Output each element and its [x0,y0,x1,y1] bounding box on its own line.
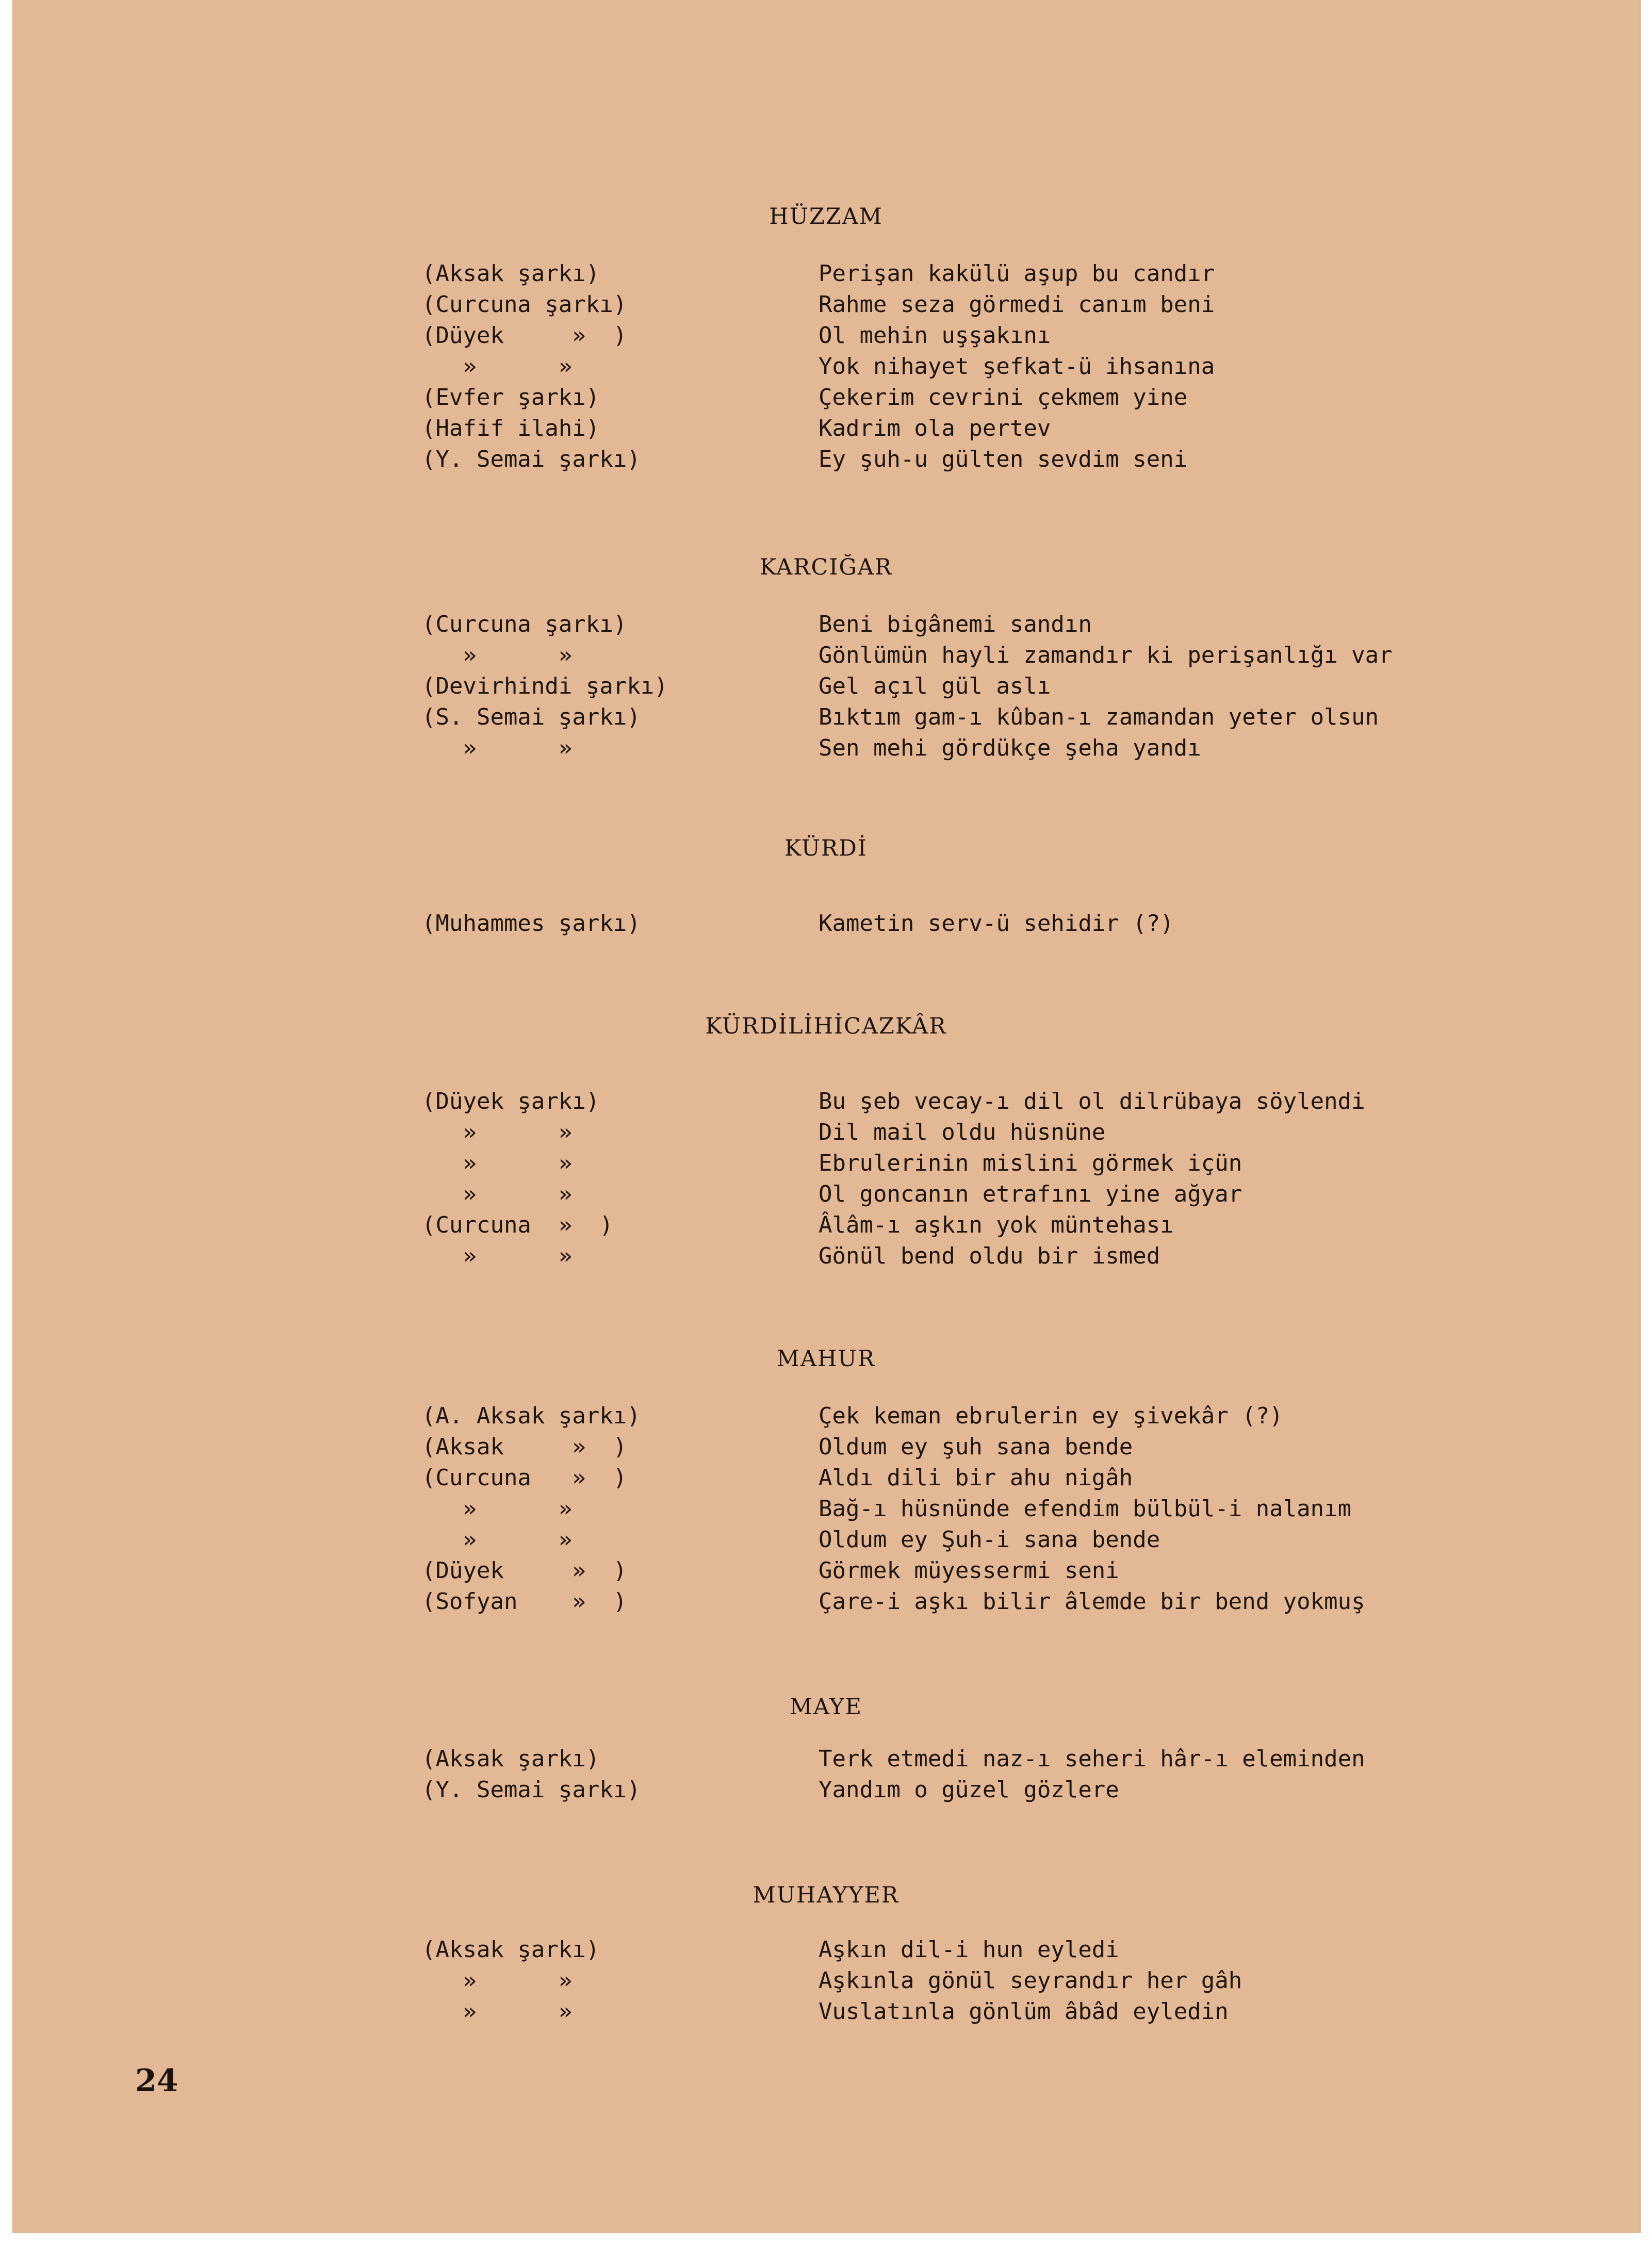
song-row [12,291,1640,322]
song-lyric: Gel açıl gül aslı [819,673,1051,699]
song-form-label: (Evfer şarkı) [422,384,600,411]
song-row [12,1212,1640,1243]
song-form-label: (Curcuna » ) [422,1465,627,1491]
song-row [12,1967,1640,1998]
song-lyric: Ey şuh-u gülten sevdim seni [819,446,1188,472]
song-lyric: Yandım o güzel gözlere [819,1777,1119,1803]
song-form-label: (A. Aksak şarkı) [422,1403,641,1429]
song-form-label: » » [422,1527,573,1553]
song-row [12,704,1640,735]
song-lyric: Çare-i aşkı bilir âlemde bir bend yokmuş [819,1588,1365,1615]
song-form-label: » » [422,735,573,761]
song-row [12,322,1640,353]
song-form-label: » » [422,1496,573,1522]
song-row [12,446,1640,477]
song-form-label: (Curcuna şarkı) [422,291,627,318]
song-lyric: Bu şeb vecay-ı dil ol dilrübaya söylendi [819,1088,1365,1114]
song-row [12,384,1640,415]
song-form-label: (Düyek » ) [422,1557,627,1584]
song-form-label: (Aksak şarkı) [422,1746,600,1772]
song-form-label: » » [422,353,573,380]
song-row [12,735,1640,766]
song-form-label: (Muhammes şarkı) [422,910,641,937]
song-form-label: (S. Semai şarkı) [422,704,641,730]
song-row [12,1588,1640,1619]
section-heading-maye: MAYE [789,1694,863,1720]
song-lyric: Kadrim ola pertev [819,415,1051,441]
song-row [12,611,1640,642]
song-form-label: » » [422,1181,573,1207]
song-form-label: (Hafif ilahi) [422,415,600,441]
song-lyric: Aşkınla gönül seyrandır her gâh [819,1967,1242,1994]
song-row [12,1746,1640,1777]
song-lyric: Bağ-ı hüsnünde efendim bülbül-i nalanım [819,1496,1352,1522]
song-lyric: Vuslatınla gönlüm âbâd eyledin [819,1998,1229,2025]
song-row [12,1243,1640,1274]
song-form-label: » » [422,1119,573,1145]
song-form-label: (Y. Semai şarkı) [422,446,641,472]
song-row [12,1998,1640,2029]
section-heading-kurdi: KÜRDİ [784,835,868,861]
song-row [12,1777,1640,1808]
song-lyric: Beni bigânemi sandın [819,611,1092,637]
song-form-label: (Aksak şarkı) [422,1937,600,1963]
song-row [12,1434,1640,1465]
song-lyric: Bıktım gam-ı kûban-ı zamandan yeter olsun [819,704,1379,730]
song-lyric: Dil mail oldu hüsnüne [819,1119,1106,1145]
song-form-label: » » [422,1150,573,1176]
song-lyric: Aldı dili bir ahu nigâh [819,1465,1133,1491]
song-row [12,910,1640,941]
song-form-label: » » [422,1998,573,2025]
song-row [12,1150,1640,1181]
section-heading-huzzam: HÜZZAM [769,204,883,229]
section-heading-mahur: MAHUR [776,1346,876,1372]
song-row [12,1496,1640,1527]
page-number: 24 [135,2063,178,2099]
song-lyric: Oldum ey şuh sana bende [819,1434,1133,1460]
section-heading-karcigar: KARCIĞAR [759,554,893,580]
song-row [12,1527,1640,1557]
song-lyric: Gönül bend oldu bir ismed [819,1243,1160,1269]
song-form-label: (Devirhindi şarkı) [422,673,668,699]
song-lyric: Yok nihayet şefkat-ü ihsanına [819,353,1215,380]
song-row [12,642,1640,673]
song-lyric: Kametin serv-ü sehidir (?) [819,910,1174,937]
song-form-label: (Düyek şarkı) [422,1088,600,1114]
song-lyric: Âlâm-ı aşkın yok müntehası [819,1212,1174,1238]
song-lyric: Gönlümün hayli zamandır ki perişanlığı var [819,642,1393,668]
song-form-label: (Aksak » ) [422,1434,627,1460]
song-lyric: Oldum ey Şuh-i sana bende [819,1527,1160,1553]
song-row [12,1088,1640,1119]
song-lyric: Görmek müyessermi seni [819,1557,1119,1584]
song-lyric: Ol goncanın etrafını yine ağyar [819,1181,1242,1207]
section-heading-kurdilihicazkar: KÜRDİLİHİCAZKÂR [705,1013,947,1039]
song-row [12,1119,1640,1150]
song-form-label: (Curcuna şarkı) [422,611,627,637]
song-row [12,1181,1640,1212]
song-form-label: » » [422,642,573,668]
song-lyric: Sen mehi gördükçe şeha yandı [819,735,1201,761]
song-row [12,1937,1640,1967]
section-heading-muhayyer: MUHAYYER [753,1882,899,1908]
song-row [12,1403,1640,1434]
song-lyric: Ebrulerinin mislini görmek içün [819,1150,1242,1176]
song-row [12,1557,1640,1588]
song-form-label: (Curcuna » ) [422,1212,613,1238]
song-lyric: Rahme seza görmedi canım beni [819,291,1215,318]
song-lyric: Terk etmedi naz-ı seheri hâr-ı eleminden [819,1746,1365,1772]
song-row [12,415,1640,446]
song-form-label: (Sofyan » ) [422,1588,627,1615]
song-lyric: Çekerim cevrini çekmem yine [819,384,1188,411]
song-form-label: (Y. Semai şarkı) [422,1777,641,1803]
song-lyric: Ol mehin uşşakını [819,322,1051,349]
song-row [12,353,1640,384]
song-form-label: (Düyek » ) [422,322,627,349]
song-form-label: (Aksak şarkı) [422,260,600,287]
scanned-page [12,0,1641,2233]
song-row [12,260,1640,291]
song-lyric: Çek keman ebrulerin ey şivekâr (?) [819,1403,1283,1429]
song-form-label: » » [422,1243,573,1269]
song-row [12,1465,1640,1496]
song-row [12,673,1640,704]
song-form-label: » » [422,1967,573,1994]
song-lyric: Aşkın dil-i hun eyledi [819,1937,1119,1963]
song-lyric: Perişan kakülü aşup bu candır [819,260,1215,287]
